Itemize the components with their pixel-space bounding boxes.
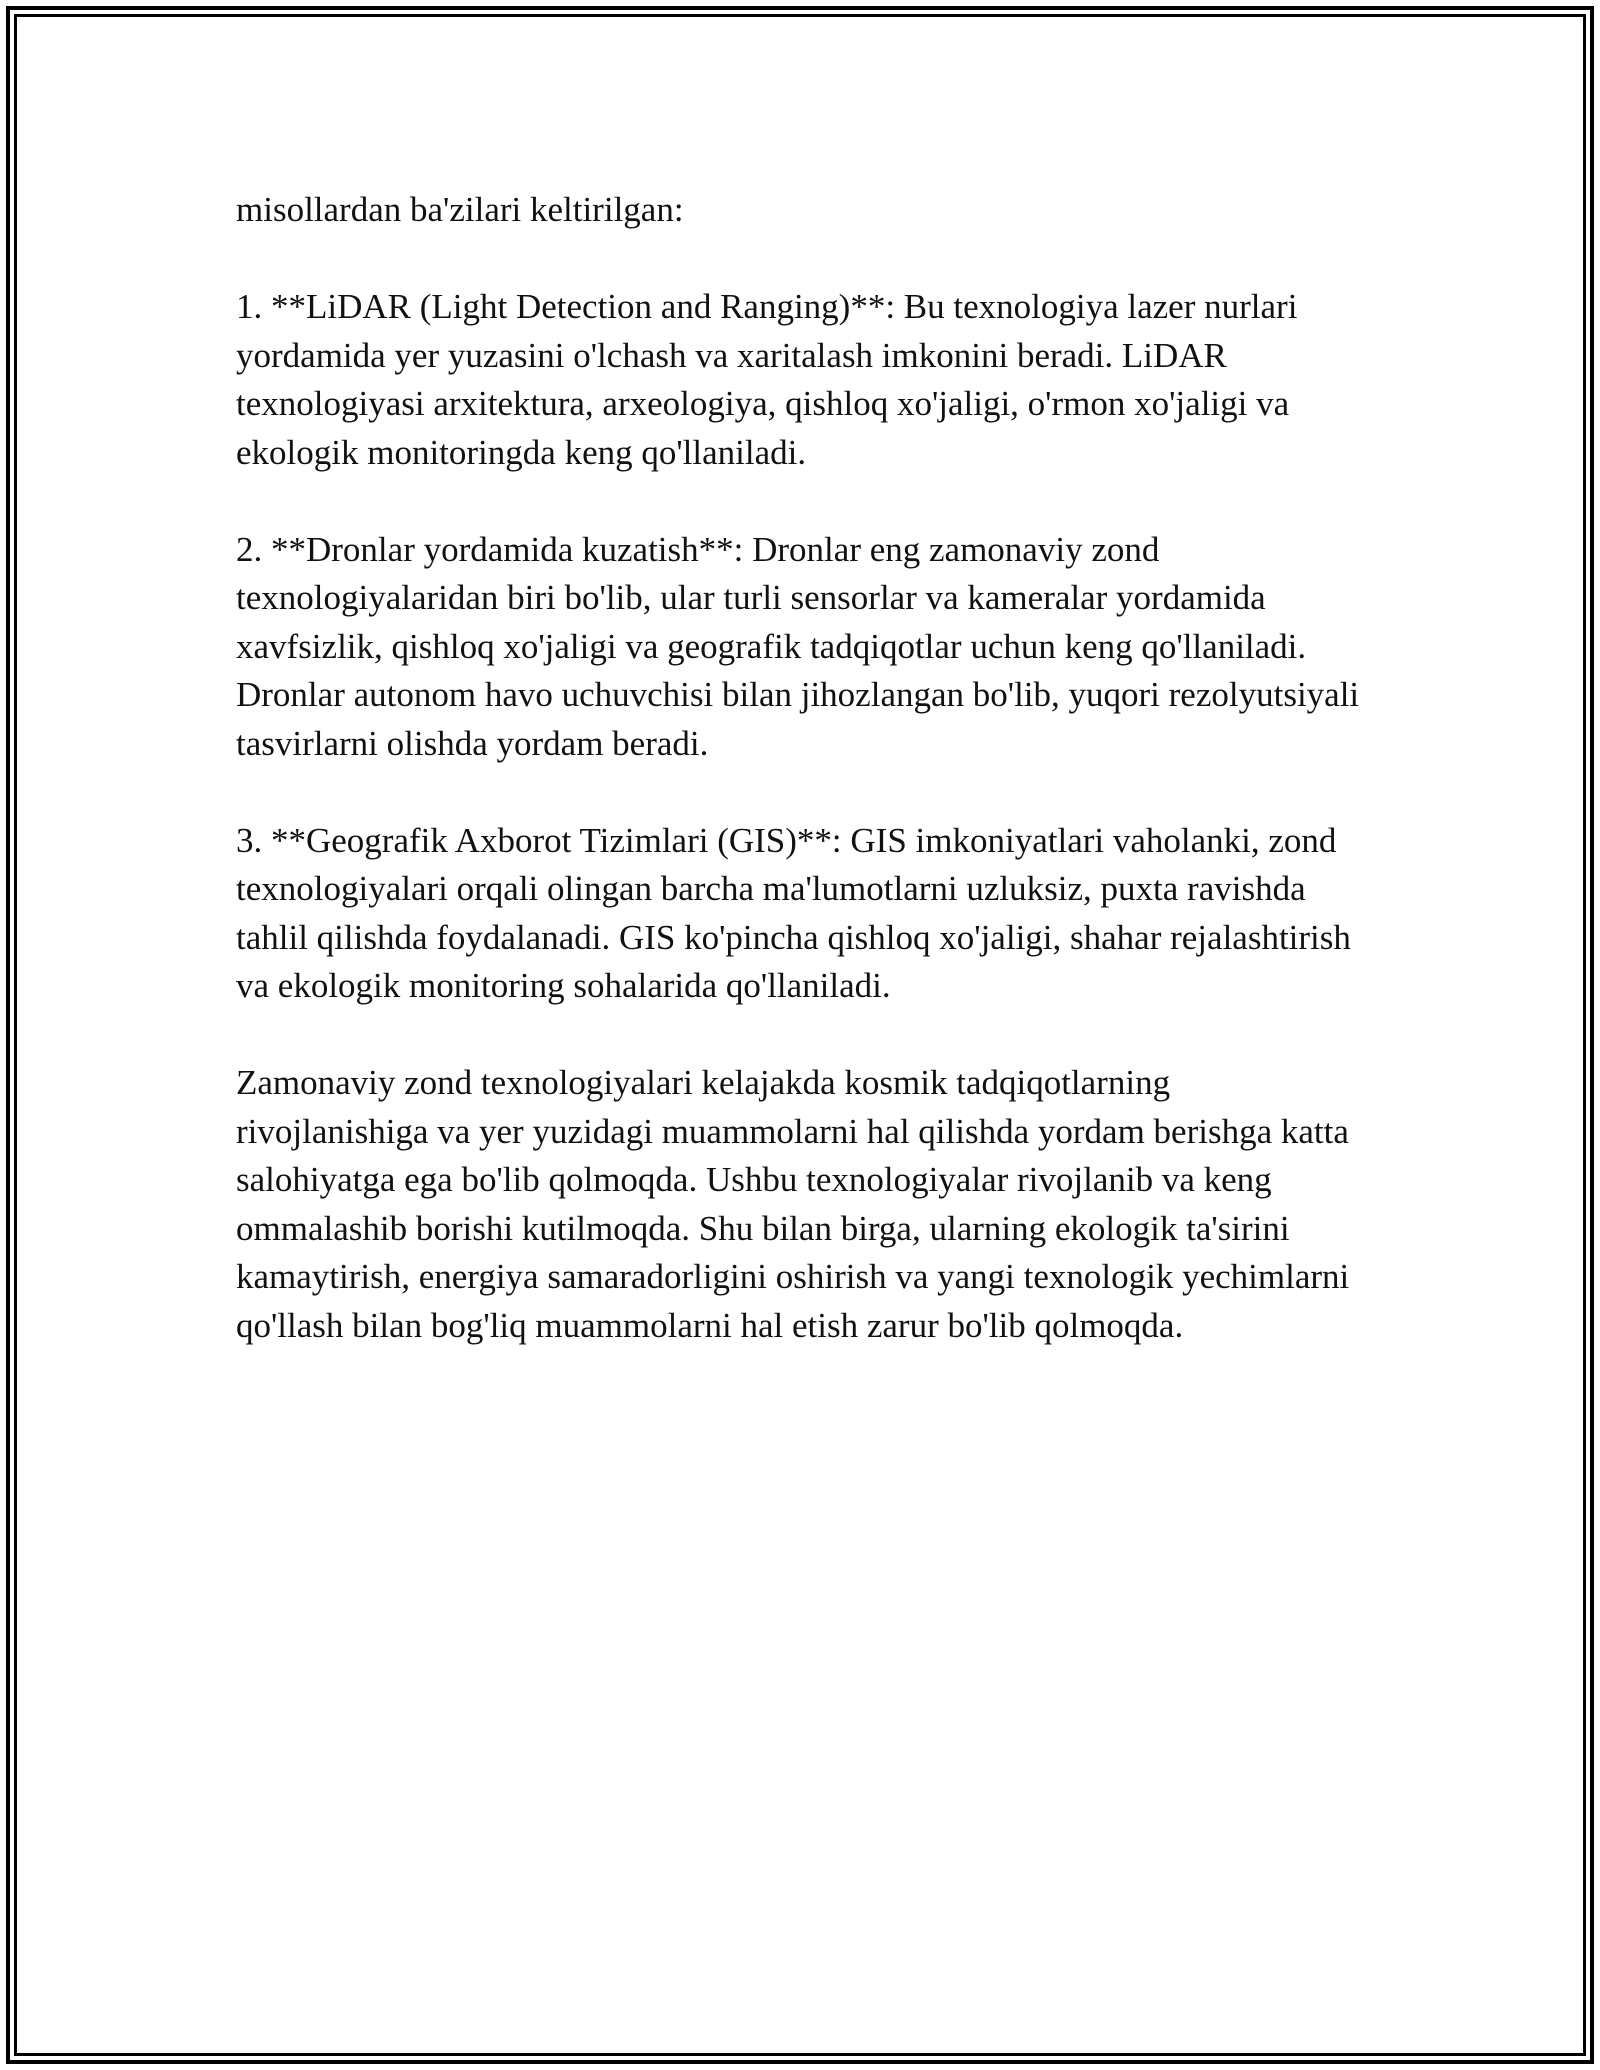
item-gis-paragraph: 3. **Geografik Axborot Tizimlari (GIS)**: GIS imkoniyatlari vaholanki, zond texnologiyalari orqali olingan barcha ma'lumotlarni uzluksiz, puxta ravishda tahlil qilishda foydalanadi. GIS ko'pincha qishloq xo'jaligi, shahar rejalashtirish va ekologik monitoring sohalarida qo'llaniladi.: [236, 820, 1351, 1005]
item-drones-paragraph: 2. **Dronlar yordamida kuzatish**: Dronlar eng zamonaviy zond texnologiyalaridan biri bo'lib, ular turli sensorlar va kameralar yordamida xavfsizlik, qishloq xo'jaligi va geografik tadqiqotlar uchun keng qo'llaniladi. Dronlar autonom havo uchuvchisi bilan jihozlangan bo'lib, yuqori rezolyutsiyali tasvirlarni olishda yordam beradi.: [236, 529, 1360, 763]
intro-line: misollardan ba'zilari keltirilgan:: [236, 190, 684, 229]
conclusion-paragraph: Zamonaviy zond texnologiyalari kelajakda kosmik tadqiqotlarning rivojlanishiga va yer yuzidagi muammolarni hal qilishda yordam berishga katta salohiyatga ega bo'lib qolmoqda. Ushbu texnologiyalar rivojlanib va keng ommalashib borishi kutilmoqda. Shu bilan birga, ularning ekologik ta'sirini kamaytirish, energiya samaradorligini oshirish va yangi texnologik yechimlarni qo'llash bilan bog'liq muammolarni hal etish zarur bo'lib qolmoqda.: [236, 1063, 1350, 1345]
document-body: [236, 186, 1366, 1399]
item-lidar-paragraph: 1. **LiDAR (Light Detection and Ranging)**: Bu texnologiya lazer nurlari yordamida yer yuzasini o'lchash va xaritalash imkonini beradi. LiDAR texnologiyasi arxitektura, arxeologiya, qishloq xo'jaligi, o'rmon xo'jaligi va ekologik monitoringda keng qo'llaniladi.: [236, 287, 1298, 472]
